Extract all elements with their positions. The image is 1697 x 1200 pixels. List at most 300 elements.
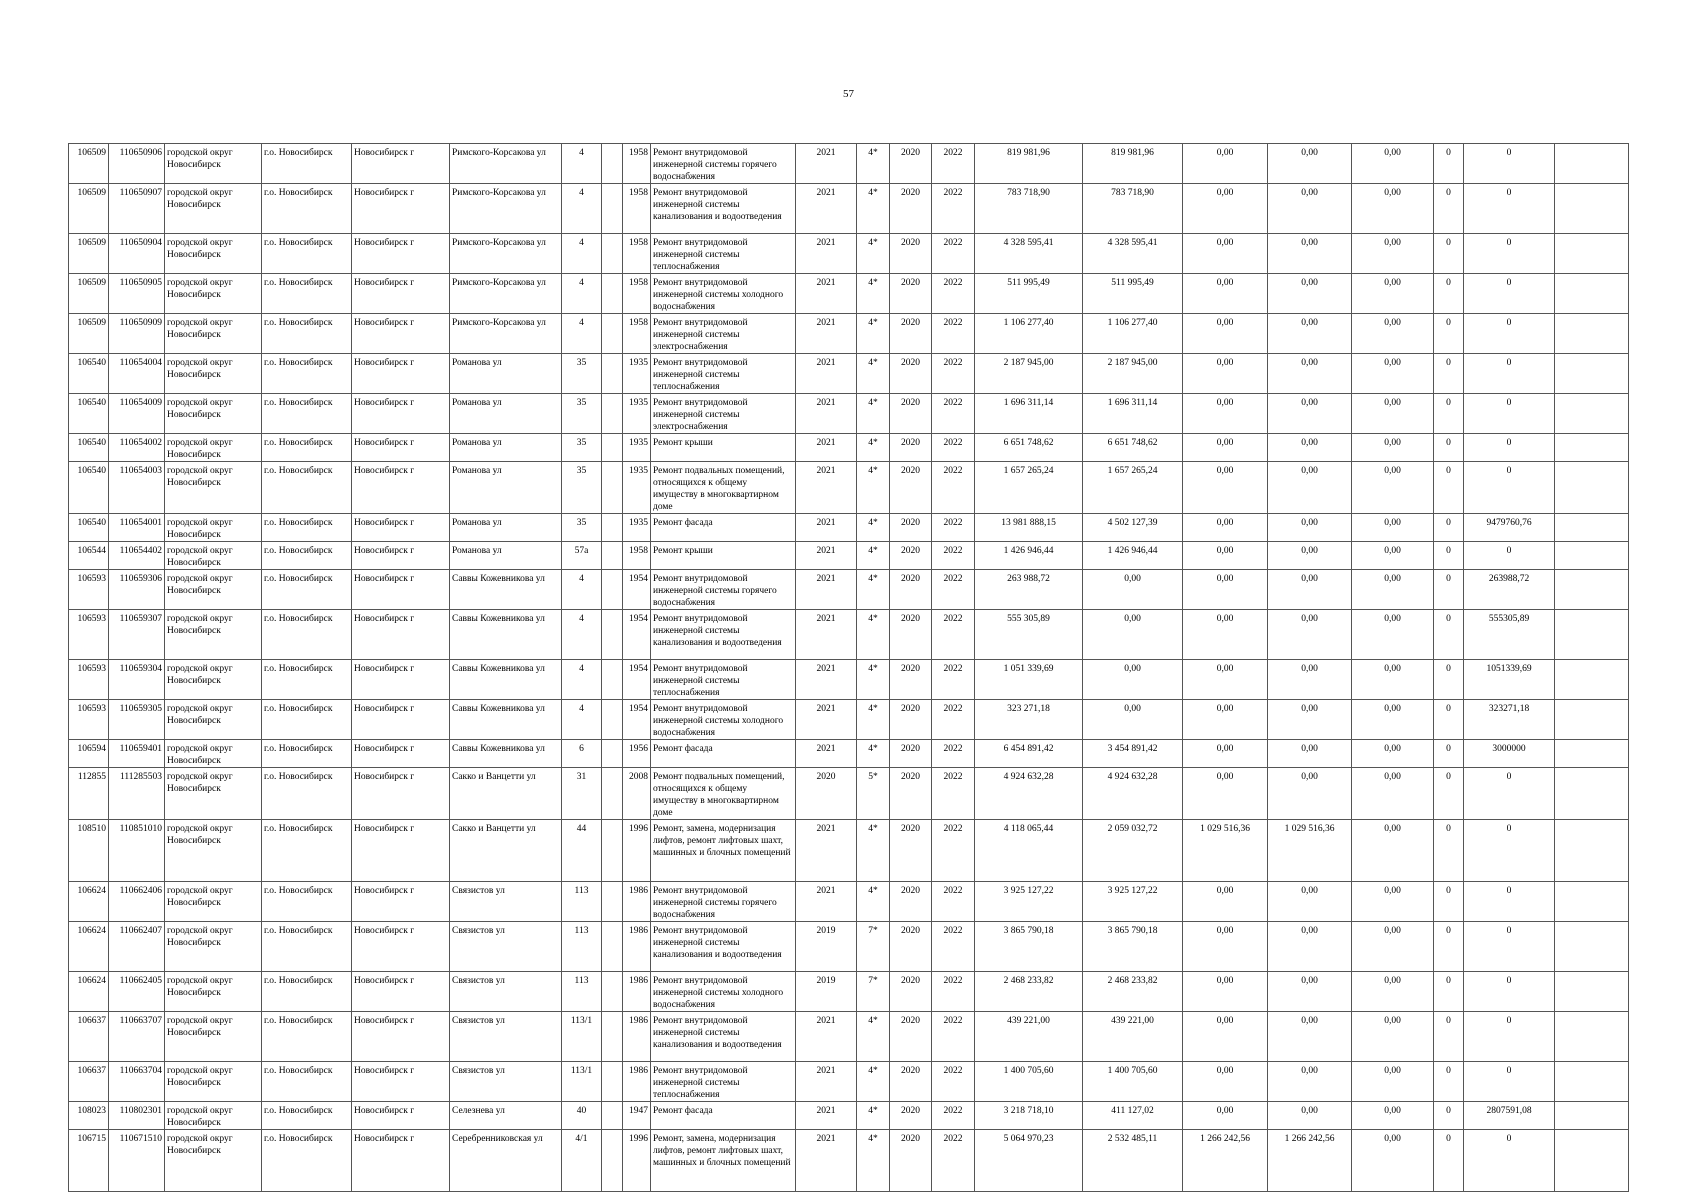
cell-plan-end: 2022 — [932, 184, 975, 234]
cell-house-id: 106540 — [69, 434, 109, 462]
cell-priority: 4* — [857, 394, 890, 434]
cell-fund-cost: 6 651 748,62 — [1083, 434, 1183, 462]
cell-street: Романова ул — [450, 514, 562, 542]
cell-fund-cost: 2 187 945,00 — [1083, 354, 1183, 394]
cell-street: Римского-Корсакова ул — [450, 144, 562, 184]
cell-other: 0 — [1434, 700, 1464, 740]
cell-other: 0 — [1434, 354, 1464, 394]
cell-work-type: Ремонт внутридомовой инженерной системы теплоснабжения — [651, 234, 796, 274]
cell-plan-end: 2022 — [932, 314, 975, 354]
cell-other: 0 — [1434, 462, 1464, 514]
cell-owners-cost: 0 — [1464, 972, 1555, 1012]
cell-local-cost: 0,00 — [1352, 820, 1434, 882]
cell-federal-cost: 0,00 — [1183, 1062, 1268, 1102]
cell-element-id: 110659305 — [109, 700, 165, 740]
cell-street: Саввы Кожевникова ул — [450, 740, 562, 768]
cell-street: Романова ул — [450, 394, 562, 434]
cell-plan-end: 2022 — [932, 144, 975, 184]
cell-plan-end: 2022 — [932, 660, 975, 700]
cell-locality: Новосибирск г — [352, 184, 450, 234]
cell-priority: 4* — [857, 570, 890, 610]
cell-year: 2021 — [796, 740, 857, 768]
cell-blank-col — [602, 314, 623, 354]
cell-element-id: 110650907 — [109, 184, 165, 234]
cell-plan-end: 2022 — [932, 514, 975, 542]
cell-priority: 4* — [857, 234, 890, 274]
cell-federal-cost: 0,00 — [1183, 354, 1268, 394]
cell-municipality: городской округ Новосибирск — [165, 1130, 262, 1192]
cell-district: г.о. Новосибирск — [262, 820, 352, 882]
cell-element-id: 110662407 — [109, 922, 165, 972]
cell-municipality: городской округ Новосибирск — [165, 768, 262, 820]
cell-element-id: 110654402 — [109, 542, 165, 570]
cell-other: 0 — [1434, 314, 1464, 354]
cell-plan-end: 2022 — [932, 1130, 975, 1192]
cell-note — [1555, 462, 1629, 514]
cell-blank-col — [602, 972, 623, 1012]
cell-plan-start: 2020 — [890, 1130, 932, 1192]
cell-total-cost: 6 651 748,62 — [975, 434, 1083, 462]
cell-work-type: Ремонт внутридомовой инженерной системы горячего водоснабжения — [651, 882, 796, 922]
cell-federal-cost: 1 266 242,56 — [1183, 1130, 1268, 1192]
cell-other: 0 — [1434, 610, 1464, 660]
cell-local-cost: 0,00 — [1352, 660, 1434, 700]
cell-other: 0 — [1434, 1012, 1464, 1062]
cell-total-cost: 1 696 311,14 — [975, 394, 1083, 434]
cell-house-number: 6 — [562, 740, 602, 768]
cell-element-id: 110662405 — [109, 972, 165, 1012]
cell-street: Связистов ул — [450, 1062, 562, 1102]
cell-element-id: 111285503 — [109, 768, 165, 820]
cell-total-cost: 783 718,90 — [975, 184, 1083, 234]
cell-federal-cost: 0,00 — [1183, 234, 1268, 274]
cell-street: Романова ул — [450, 462, 562, 514]
cell-owners-cost: 0 — [1464, 768, 1555, 820]
cell-element-id: 110650906 — [109, 144, 165, 184]
cell-element-id: 110659304 — [109, 660, 165, 700]
cell-other: 0 — [1434, 394, 1464, 434]
cell-house-number: 31 — [562, 768, 602, 820]
cell-element-id: 110654003 — [109, 462, 165, 514]
cell-regional-cost: 0,00 — [1268, 972, 1352, 1012]
cell-total-cost: 323 271,18 — [975, 700, 1083, 740]
cell-year-built: 1958 — [623, 144, 651, 184]
cell-blank-col — [602, 740, 623, 768]
cell-plan-start: 2020 — [890, 972, 932, 1012]
cell-house-id: 106715 — [69, 1130, 109, 1192]
cell-local-cost: 0,00 — [1352, 740, 1434, 768]
cell-plan-end: 2022 — [932, 434, 975, 462]
cell-street: Саввы Кожевникова ул — [450, 660, 562, 700]
cell-local-cost: 0,00 — [1352, 700, 1434, 740]
cell-note — [1555, 660, 1629, 700]
cell-house-number: 4 — [562, 184, 602, 234]
cell-street: Римского-Корсакова ул — [450, 184, 562, 234]
cell-fund-cost: 439 221,00 — [1083, 1012, 1183, 1062]
cell-note — [1555, 882, 1629, 922]
cell-work-type: Ремонт внутридомовой инженерной системы теплоснабжения — [651, 1062, 796, 1102]
cell-blank-col — [602, 274, 623, 314]
cell-year-built: 1954 — [623, 660, 651, 700]
cell-year: 2021 — [796, 1012, 857, 1062]
cell-house-number: 4/1 — [562, 1130, 602, 1192]
cell-street: Серебренниковская ул — [450, 1130, 562, 1192]
cell-local-cost: 0,00 — [1352, 610, 1434, 660]
cell-blank-col — [602, 660, 623, 700]
cell-regional-cost: 0,00 — [1268, 542, 1352, 570]
cell-fund-cost: 1 657 265,24 — [1083, 462, 1183, 514]
cell-plan-start: 2020 — [890, 542, 932, 570]
cell-district: г.о. Новосибирск — [262, 354, 352, 394]
cell-blank-col — [602, 1012, 623, 1062]
cell-year: 2021 — [796, 700, 857, 740]
cell-other: 0 — [1434, 144, 1464, 184]
cell-priority: 4* — [857, 1102, 890, 1130]
cell-plan-start: 2020 — [890, 922, 932, 972]
cell-owners-cost: 0 — [1464, 394, 1555, 434]
cell-local-cost: 0,00 — [1352, 972, 1434, 1012]
cell-house-number: 113/1 — [562, 1062, 602, 1102]
cell-blank-col — [602, 1130, 623, 1192]
cell-priority: 4* — [857, 542, 890, 570]
cell-plan-start: 2020 — [890, 354, 932, 394]
cell-blank-col — [602, 700, 623, 740]
cell-house-number: 4 — [562, 700, 602, 740]
cell-year: 2019 — [796, 922, 857, 972]
cell-municipality: городской округ Новосибирск — [165, 394, 262, 434]
cell-element-id: 110654001 — [109, 514, 165, 542]
cell-year: 2021 — [796, 514, 857, 542]
cell-work-type: Ремонт внутридомовой инженерной системы холодного водоснабжения — [651, 274, 796, 314]
cell-year: 2021 — [796, 542, 857, 570]
cell-plan-start: 2020 — [890, 462, 932, 514]
cell-blank-col — [602, 144, 623, 184]
cell-plan-start: 2020 — [890, 1062, 932, 1102]
cell-federal-cost: 0,00 — [1183, 570, 1268, 610]
cell-note — [1555, 740, 1629, 768]
cell-district: г.о. Новосибирск — [262, 314, 352, 354]
cell-total-cost: 263 988,72 — [975, 570, 1083, 610]
cell-federal-cost: 0,00 — [1183, 514, 1268, 542]
cell-plan-end: 2022 — [932, 274, 975, 314]
cell-owners-cost: 0 — [1464, 1062, 1555, 1102]
table-row — [69, 1012, 1629, 1062]
cell-owners-cost: 0 — [1464, 542, 1555, 570]
table-row — [69, 1062, 1629, 1102]
cell-house-id: 106509 — [69, 184, 109, 234]
cell-owners-cost: 0 — [1464, 882, 1555, 922]
cell-house-id: 106593 — [69, 660, 109, 700]
cell-priority: 4* — [857, 700, 890, 740]
cell-locality: Новосибирск г — [352, 700, 450, 740]
cell-year: 2021 — [796, 274, 857, 314]
cell-municipality: городской округ Новосибирск — [165, 972, 262, 1012]
cell-federal-cost: 0,00 — [1183, 144, 1268, 184]
cell-regional-cost: 0,00 — [1268, 610, 1352, 660]
cell-plan-start: 2020 — [890, 820, 932, 882]
cell-fund-cost: 0,00 — [1083, 610, 1183, 660]
cell-year: 2021 — [796, 234, 857, 274]
cell-regional-cost: 0,00 — [1268, 882, 1352, 922]
cell-fund-cost: 4 502 127,39 — [1083, 514, 1183, 542]
cell-district: г.о. Новосибирск — [262, 542, 352, 570]
cell-owners-cost: 0 — [1464, 184, 1555, 234]
cell-district: г.о. Новосибирск — [262, 1012, 352, 1062]
cell-house-number: 57а — [562, 542, 602, 570]
cell-plan-start: 2020 — [890, 144, 932, 184]
cell-locality: Новосибирск г — [352, 610, 450, 660]
cell-plan-end: 2022 — [932, 1012, 975, 1062]
cell-municipality: городской округ Новосибирск — [165, 434, 262, 462]
cell-owners-cost: 0 — [1464, 234, 1555, 274]
cell-district: г.о. Новосибирск — [262, 1130, 352, 1192]
cell-priority: 4* — [857, 434, 890, 462]
cell-federal-cost: 0,00 — [1183, 542, 1268, 570]
cell-municipality: городской округ Новосибирск — [165, 570, 262, 610]
cell-total-cost: 3 865 790,18 — [975, 922, 1083, 972]
cell-locality: Новосибирск г — [352, 394, 450, 434]
cell-street: Романова ул — [450, 354, 562, 394]
cell-locality: Новосибирск г — [352, 1062, 450, 1102]
cell-owners-cost: 0 — [1464, 1012, 1555, 1062]
cell-municipality: городской округ Новосибирск — [165, 660, 262, 700]
cell-owners-cost: 0 — [1464, 144, 1555, 184]
capital-repair-table — [68, 143, 1629, 1192]
cell-fund-cost: 1 106 277,40 — [1083, 314, 1183, 354]
cell-fund-cost: 0,00 — [1083, 660, 1183, 700]
cell-blank-col — [602, 882, 623, 922]
cell-note — [1555, 570, 1629, 610]
cell-fund-cost: 3 454 891,42 — [1083, 740, 1183, 768]
cell-municipality: городской округ Новосибирск — [165, 1102, 262, 1130]
cell-owners-cost: 2807591,08 — [1464, 1102, 1555, 1130]
cell-fund-cost: 0,00 — [1083, 700, 1183, 740]
cell-year-built: 1996 — [623, 1130, 651, 1192]
cell-local-cost: 0,00 — [1352, 1102, 1434, 1130]
table-row — [69, 740, 1629, 768]
table-row — [69, 820, 1629, 882]
cell-total-cost: 555 305,89 — [975, 610, 1083, 660]
cell-municipality: городской округ Новосибирск — [165, 700, 262, 740]
cell-district: г.о. Новосибирск — [262, 922, 352, 972]
cell-house-number: 4 — [562, 610, 602, 660]
cell-district: г.о. Новосибирск — [262, 1062, 352, 1102]
cell-priority: 4* — [857, 144, 890, 184]
cell-note — [1555, 922, 1629, 972]
cell-fund-cost: 4 924 632,28 — [1083, 768, 1183, 820]
cell-street: Романова ул — [450, 542, 562, 570]
cell-blank-col — [602, 354, 623, 394]
cell-house-number: 44 — [562, 820, 602, 882]
cell-priority: 4* — [857, 740, 890, 768]
cell-house-id: 106540 — [69, 462, 109, 514]
cell-priority: 4* — [857, 1130, 890, 1192]
cell-locality: Новосибирск г — [352, 144, 450, 184]
cell-local-cost: 0,00 — [1352, 570, 1434, 610]
cell-plan-start: 2020 — [890, 514, 932, 542]
cell-district: г.о. Новосибирск — [262, 514, 352, 542]
cell-other: 0 — [1434, 434, 1464, 462]
cell-element-id: 110654004 — [109, 354, 165, 394]
cell-total-cost: 4 328 595,41 — [975, 234, 1083, 274]
cell-regional-cost: 0,00 — [1268, 570, 1352, 610]
cell-locality: Новосибирск г — [352, 820, 450, 882]
cell-work-type: Ремонт внутридомовой инженерной системы горячего водоснабжения — [651, 570, 796, 610]
cell-locality: Новосибирск г — [352, 514, 450, 542]
cell-owners-cost: 0 — [1464, 820, 1555, 882]
table-row — [69, 972, 1629, 1012]
cell-house-number: 35 — [562, 462, 602, 514]
cell-local-cost: 0,00 — [1352, 768, 1434, 820]
cell-total-cost: 13 981 888,15 — [975, 514, 1083, 542]
cell-work-type: Ремонт внутридомовой инженерной системы холодного водоснабжения — [651, 972, 796, 1012]
cell-house-id: 106593 — [69, 610, 109, 660]
cell-note — [1555, 274, 1629, 314]
cell-work-type: Ремонт внутридомовой инженерной системы теплоснабжения — [651, 354, 796, 394]
cell-element-id: 110650904 — [109, 234, 165, 274]
table-row — [69, 1102, 1629, 1130]
cell-regional-cost: 0,00 — [1268, 768, 1352, 820]
cell-municipality: городской округ Новосибирск — [165, 820, 262, 882]
cell-house-number: 113 — [562, 972, 602, 1012]
table-row — [69, 768, 1629, 820]
cell-local-cost: 0,00 — [1352, 314, 1434, 354]
cell-year-built: 1986 — [623, 882, 651, 922]
cell-local-cost: 0,00 — [1352, 354, 1434, 394]
cell-district: г.о. Новосибирск — [262, 274, 352, 314]
cell-element-id: 110663704 — [109, 1062, 165, 1102]
cell-local-cost: 0,00 — [1352, 144, 1434, 184]
cell-plan-end: 2022 — [932, 768, 975, 820]
cell-year: 2021 — [796, 394, 857, 434]
cell-total-cost: 3 925 127,22 — [975, 882, 1083, 922]
cell-district: г.о. Новосибирск — [262, 700, 352, 740]
cell-federal-cost: 0,00 — [1183, 1012, 1268, 1062]
cell-house-number: 4 — [562, 234, 602, 274]
cell-regional-cost: 0,00 — [1268, 354, 1352, 394]
cell-note — [1555, 972, 1629, 1012]
cell-house-id: 108023 — [69, 1102, 109, 1130]
cell-total-cost: 1 106 277,40 — [975, 314, 1083, 354]
cell-work-type: Ремонт внутридомовой инженерной системы электроснабжения — [651, 394, 796, 434]
cell-plan-start: 2020 — [890, 234, 932, 274]
cell-plan-end: 2022 — [932, 570, 975, 610]
cell-house-id: 106594 — [69, 740, 109, 768]
cell-owners-cost: 0 — [1464, 922, 1555, 972]
cell-federal-cost: 0,00 — [1183, 882, 1268, 922]
cell-element-id: 110659306 — [109, 570, 165, 610]
cell-total-cost: 3 218 718,10 — [975, 1102, 1083, 1130]
cell-note — [1555, 514, 1629, 542]
cell-house-id: 106509 — [69, 314, 109, 354]
cell-other: 0 — [1434, 184, 1464, 234]
cell-blank-col — [602, 514, 623, 542]
cell-note — [1555, 144, 1629, 184]
cell-federal-cost: 0,00 — [1183, 972, 1268, 1012]
cell-regional-cost: 0,00 — [1268, 1102, 1352, 1130]
cell-house-id: 106637 — [69, 1062, 109, 1102]
cell-federal-cost: 0,00 — [1183, 740, 1268, 768]
cell-fund-cost: 819 981,96 — [1083, 144, 1183, 184]
cell-plan-end: 2022 — [932, 1102, 975, 1130]
cell-note — [1555, 394, 1629, 434]
cell-fund-cost: 2 059 032,72 — [1083, 820, 1183, 882]
cell-total-cost: 1 051 339,69 — [975, 660, 1083, 700]
cell-owners-cost: 0 — [1464, 314, 1555, 354]
cell-other: 0 — [1434, 768, 1464, 820]
cell-other: 0 — [1434, 570, 1464, 610]
cell-house-number: 35 — [562, 514, 602, 542]
cell-regional-cost: 0,00 — [1268, 922, 1352, 972]
cell-house-number: 113 — [562, 922, 602, 972]
cell-work-type: Ремонт подвальных помещений, относящихся к общему имуществу в многоквартирном доме — [651, 768, 796, 820]
cell-local-cost: 0,00 — [1352, 882, 1434, 922]
cell-total-cost: 4 118 065,44 — [975, 820, 1083, 882]
cell-year: 2021 — [796, 184, 857, 234]
cell-plan-start: 2020 — [890, 570, 932, 610]
cell-plan-start: 2020 — [890, 768, 932, 820]
cell-regional-cost: 0,00 — [1268, 234, 1352, 274]
cell-fund-cost: 1 696 311,14 — [1083, 394, 1183, 434]
cell-fund-cost: 3 865 790,18 — [1083, 922, 1183, 972]
cell-year: 2021 — [796, 144, 857, 184]
cell-local-cost: 0,00 — [1352, 394, 1434, 434]
cell-locality: Новосибирск г — [352, 660, 450, 700]
cell-owners-cost: 0 — [1464, 1130, 1555, 1192]
cell-year: 2021 — [796, 820, 857, 882]
cell-work-type: Ремонт внутридомовой инженерной системы теплоснабжения — [651, 660, 796, 700]
cell-priority: 4* — [857, 462, 890, 514]
cell-locality: Новосибирск г — [352, 972, 450, 1012]
cell-total-cost: 819 981,96 — [975, 144, 1083, 184]
cell-plan-start: 2020 — [890, 394, 932, 434]
cell-element-id: 110802301 — [109, 1102, 165, 1130]
cell-municipality: городской округ Новосибирск — [165, 184, 262, 234]
cell-year-built: 1935 — [623, 434, 651, 462]
cell-house-id: 106593 — [69, 570, 109, 610]
cell-year-built: 1958 — [623, 274, 651, 314]
cell-element-id: 110662406 — [109, 882, 165, 922]
cell-year: 2021 — [796, 882, 857, 922]
cell-work-type: Ремонт внутридомовой инженерной системы холодного водоснабжения — [651, 700, 796, 740]
cell-house-id: 106624 — [69, 972, 109, 1012]
cell-municipality: городской округ Новосибирск — [165, 514, 262, 542]
cell-year-built: 1986 — [623, 972, 651, 1012]
cell-municipality: городской округ Новосибирск — [165, 922, 262, 972]
cell-local-cost: 0,00 — [1352, 922, 1434, 972]
cell-plan-end: 2022 — [932, 234, 975, 274]
cell-house-number: 35 — [562, 354, 602, 394]
cell-locality: Новосибирск г — [352, 882, 450, 922]
cell-plan-end: 2022 — [932, 1062, 975, 1102]
cell-plan-end: 2022 — [932, 820, 975, 882]
cell-work-type: Ремонт внутридомовой инженерной системы канализования и водоотведения — [651, 184, 796, 234]
cell-plan-end: 2022 — [932, 922, 975, 972]
cell-federal-cost: 0,00 — [1183, 610, 1268, 660]
cell-priority: 4* — [857, 354, 890, 394]
cell-work-type: Ремонт внутридомовой инженерной системы канализования и водоотведения — [651, 1012, 796, 1062]
cell-total-cost: 511 995,49 — [975, 274, 1083, 314]
table-row — [69, 144, 1629, 184]
cell-fund-cost: 1 400 705,60 — [1083, 1062, 1183, 1102]
cell-year-built: 1958 — [623, 234, 651, 274]
cell-total-cost: 1 426 946,44 — [975, 542, 1083, 570]
cell-note — [1555, 314, 1629, 354]
cell-local-cost: 0,00 — [1352, 542, 1434, 570]
cell-priority: 4* — [857, 274, 890, 314]
cell-street: Романова ул — [450, 434, 562, 462]
cell-priority: 4* — [857, 184, 890, 234]
